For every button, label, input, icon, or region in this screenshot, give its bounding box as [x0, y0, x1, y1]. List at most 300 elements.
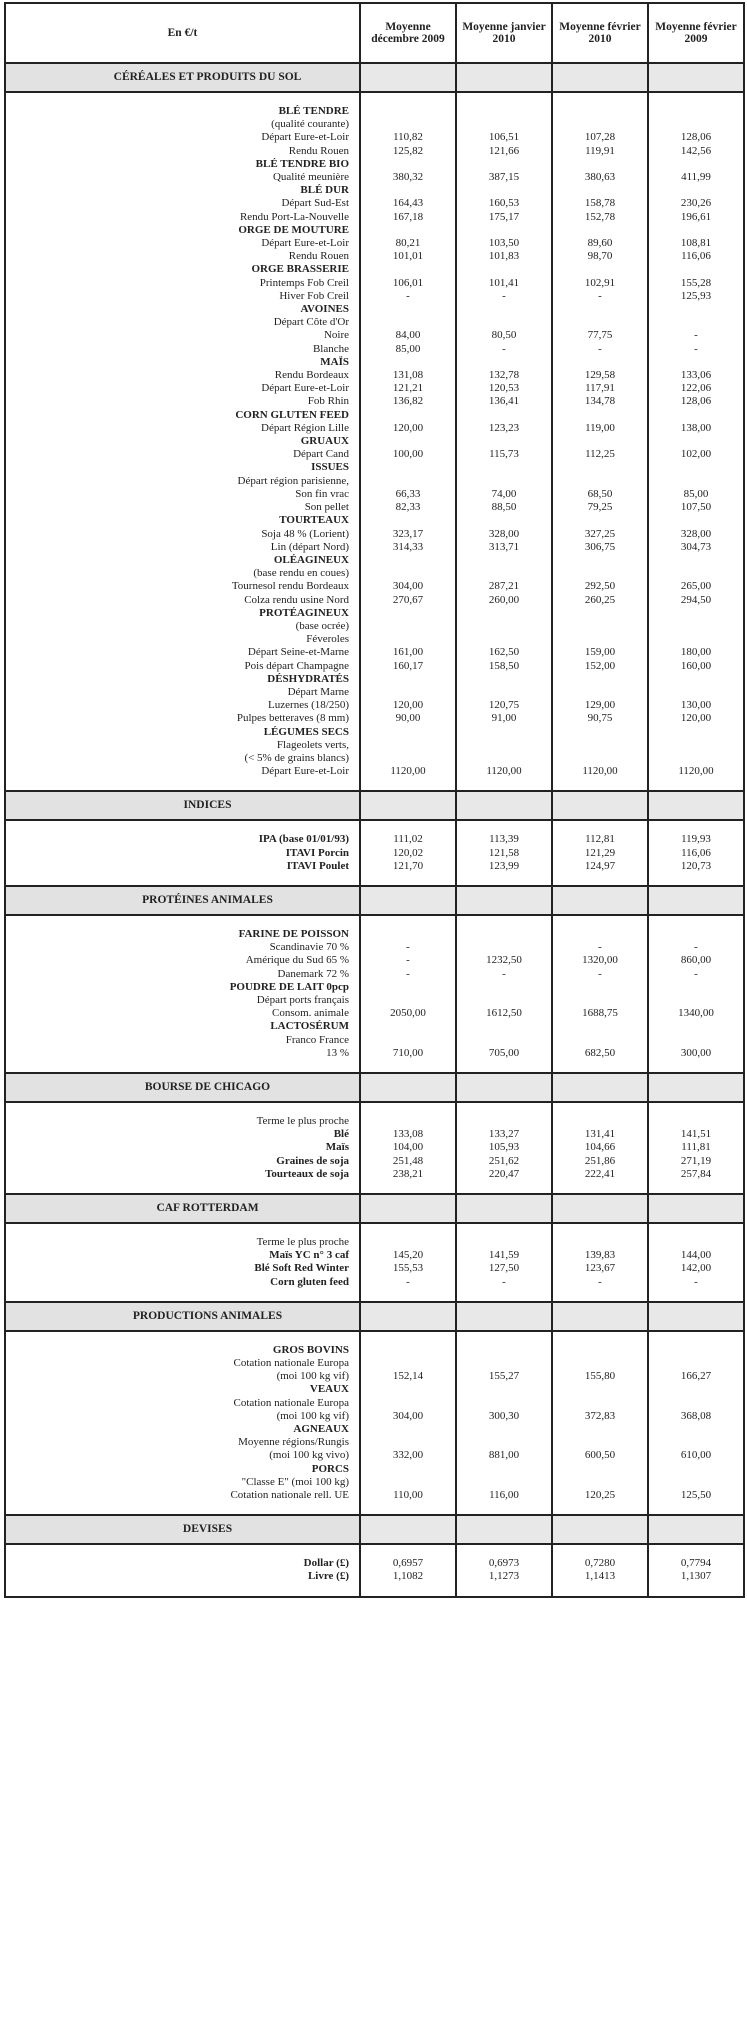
spacer-row — [5, 92, 744, 105]
value-cell: 82,33 — [360, 501, 456, 514]
row-label: Amérique du Sud 65 % — [245, 954, 349, 967]
spacer-cell — [648, 915, 744, 928]
value-cell: 0,6973 — [456, 1557, 552, 1570]
value-cell — [456, 1357, 552, 1370]
value-cell: 129,58 — [552, 369, 648, 382]
value-cell: 115,73 — [456, 448, 552, 461]
table-row — [5, 224, 744, 237]
value-cell: - — [648, 968, 744, 981]
value-cell: 1120,00 — [360, 765, 456, 778]
table-row — [5, 660, 744, 673]
value-cell: 128,06 — [648, 131, 744, 144]
value-cell — [552, 118, 648, 131]
table-row — [5, 475, 744, 488]
value-cell: 105,93 — [456, 1141, 552, 1154]
spacer-cell — [456, 820, 552, 833]
value-cell — [360, 118, 456, 131]
value-cell — [648, 726, 744, 739]
section-blank-cell — [360, 1194, 456, 1223]
value-cell: 152,14 — [360, 1370, 456, 1383]
value-cell — [456, 994, 552, 1007]
value-cell: 152,78 — [552, 211, 648, 224]
section-header — [5, 63, 744, 92]
row-label: 13 % — [326, 1046, 349, 1059]
section-blank-cell — [360, 1073, 456, 1102]
spacer-cell — [360, 92, 456, 105]
value-cell — [552, 739, 648, 752]
value-cell — [360, 1344, 456, 1357]
section-blank-cell — [552, 791, 648, 820]
table-row — [5, 1047, 744, 1060]
value-cell — [456, 184, 552, 197]
value-cell — [552, 409, 648, 422]
row-heading: BLÉ TENDRE BIO — [255, 157, 349, 170]
value-cell — [360, 514, 456, 527]
row-label: Départ Sud-Est — [281, 197, 349, 210]
section-blank-cell — [360, 1302, 456, 1331]
value-cell: 123,67 — [552, 1262, 648, 1275]
row-label: Franco France — [285, 1033, 349, 1046]
value-cell: - — [648, 329, 744, 342]
value-cell — [648, 686, 744, 699]
value-cell — [456, 303, 552, 316]
spacer-cell — [648, 1060, 744, 1073]
value-cell — [648, 1463, 744, 1476]
value-cell — [360, 461, 456, 474]
value-cell: 0,7280 — [552, 1557, 648, 1570]
value-cell — [552, 356, 648, 369]
value-cell — [552, 1357, 648, 1370]
table-row — [5, 1423, 744, 1436]
row-heading: VEAUX — [309, 1383, 349, 1396]
table-row — [5, 1034, 744, 1047]
value-cell: 74,00 — [456, 488, 552, 501]
table-row — [5, 316, 744, 329]
price-table — [4, 2, 745, 1598]
value-cell: 91,00 — [456, 712, 552, 725]
value-cell — [552, 1020, 648, 1033]
value-cell — [360, 686, 456, 699]
value-cell — [648, 263, 744, 276]
value-cell — [552, 158, 648, 171]
table-row — [5, 567, 744, 580]
value-cell: 66,33 — [360, 488, 456, 501]
spacer-cell — [456, 1289, 552, 1302]
table-row — [5, 1020, 744, 1033]
row-label: Pois départ Champagne — [244, 659, 349, 672]
value-cell: 131,08 — [360, 369, 456, 382]
spacer-cell — [5, 873, 360, 886]
value-cell — [360, 158, 456, 171]
value-cell: 600,50 — [552, 1449, 648, 1462]
spacer-cell — [5, 1502, 360, 1515]
value-cell — [648, 633, 744, 646]
section-title: CAF ROTTERDAM — [5, 1194, 360, 1223]
value-cell: 107,28 — [552, 131, 648, 144]
value-cell: 119,93 — [648, 833, 744, 846]
table-row — [5, 145, 744, 158]
spacer-cell — [5, 1289, 360, 1302]
section-title: INDICES — [5, 791, 360, 820]
value-cell: 88,50 — [456, 501, 552, 514]
value-cell — [648, 994, 744, 1007]
section-title: PROTÉINES ANIMALES — [5, 886, 360, 915]
row-heading: BLÉ TENDRE — [278, 105, 349, 117]
row-heading: IPA (base 01/01/93) — [258, 833, 349, 846]
table-row — [5, 277, 744, 290]
value-cell — [552, 1236, 648, 1249]
value-cell — [552, 1476, 648, 1489]
value-cell — [552, 554, 648, 567]
value-cell: 141,51 — [648, 1128, 744, 1141]
value-cell — [456, 1397, 552, 1410]
value-cell: - — [360, 290, 456, 303]
value-cell — [648, 554, 744, 567]
row-heading: GROS BOVINS — [272, 1343, 349, 1356]
row-label: Terme le plus proche — [256, 1236, 349, 1249]
value-cell: 328,00 — [648, 528, 744, 541]
value-cell: 238,21 — [360, 1168, 456, 1181]
value-cell — [456, 1383, 552, 1396]
table-row — [5, 541, 744, 554]
value-cell: 111,02 — [360, 833, 456, 846]
spacer-cell — [360, 1331, 456, 1344]
row-heading: DÉSHYDRATÉS — [267, 672, 349, 685]
value-cell: 314,33 — [360, 541, 456, 554]
row-label: Départ Seine-et-Marne — [247, 646, 349, 659]
value-cell: - — [648, 343, 744, 356]
spacer-cell — [648, 820, 744, 833]
table-row — [5, 994, 744, 1007]
value-cell: 116,06 — [648, 250, 744, 263]
value-cell — [456, 475, 552, 488]
value-cell: 300,30 — [456, 1410, 552, 1423]
row-label: Cotation nationale rell. UE — [230, 1489, 349, 1502]
spacer-cell — [552, 1289, 648, 1302]
value-cell: 180,00 — [648, 646, 744, 659]
value-cell: 160,53 — [456, 197, 552, 210]
value-cell — [648, 435, 744, 448]
value-cell — [552, 184, 648, 197]
value-cell — [648, 356, 744, 369]
spacer-cell — [552, 1181, 648, 1194]
section-title: BOURSE DE CHICAGO — [5, 1073, 360, 1102]
value-cell — [552, 1383, 648, 1396]
table-row — [5, 290, 744, 303]
value-cell — [648, 158, 744, 171]
row-label: Féveroles — [306, 633, 349, 646]
value-cell: 121,70 — [360, 860, 456, 873]
value-cell: 710,00 — [360, 1047, 456, 1060]
value-cell: 120,02 — [360, 847, 456, 860]
spacer-cell — [552, 1502, 648, 1515]
row-label: Départ région parisienne, — [237, 474, 349, 487]
table-row — [5, 263, 744, 276]
value-cell — [360, 1423, 456, 1436]
value-cell: 304,00 — [360, 1410, 456, 1423]
spacer-row — [5, 1223, 744, 1236]
value-cell — [648, 1436, 744, 1449]
section-blank-cell — [456, 1302, 552, 1331]
table-row — [5, 1236, 744, 1249]
spacer-cell — [552, 820, 648, 833]
table-row — [5, 1463, 744, 1476]
value-cell — [456, 105, 552, 118]
row-label: Danemark 72 % — [277, 967, 349, 980]
value-cell — [360, 567, 456, 580]
value-cell — [456, 633, 552, 646]
value-cell — [456, 686, 552, 699]
value-cell: 1688,75 — [552, 1007, 648, 1020]
value-cell: 327,25 — [552, 528, 648, 541]
value-cell — [552, 435, 648, 448]
spacer-row — [5, 1060, 744, 1073]
table-row — [5, 237, 744, 250]
value-cell: - — [456, 1276, 552, 1289]
value-cell — [648, 303, 744, 316]
value-cell: 136,41 — [456, 395, 552, 408]
spacer-cell — [648, 1289, 744, 1302]
spacer-cell — [360, 820, 456, 833]
value-cell — [456, 1423, 552, 1436]
value-cell: 100,00 — [360, 448, 456, 461]
value-cell: 306,75 — [552, 541, 648, 554]
value-cell — [552, 686, 648, 699]
section-blank-cell — [456, 886, 552, 915]
header-unit: En €/t — [5, 3, 360, 63]
spacer-cell — [456, 1544, 552, 1557]
row-heading: Blé — [333, 1128, 349, 1141]
spacer-cell — [456, 1102, 552, 1115]
spacer-cell — [5, 1584, 360, 1597]
row-label: Départ Côte d'Or — [273, 316, 349, 329]
row-label: Luzernes (18/250) — [268, 699, 349, 712]
value-cell: 80,21 — [360, 237, 456, 250]
value-cell — [360, 994, 456, 1007]
value-cell: 304,00 — [360, 580, 456, 593]
row-heading: ORGE BRASSERIE — [251, 263, 349, 276]
value-cell: 121,21 — [360, 382, 456, 395]
value-cell — [456, 263, 552, 276]
value-cell — [360, 607, 456, 620]
table-row — [5, 699, 744, 712]
table-row — [5, 448, 744, 461]
value-cell: 68,50 — [552, 488, 648, 501]
spacer-cell — [5, 1060, 360, 1073]
value-cell: 287,21 — [456, 580, 552, 593]
value-cell: 124,97 — [552, 860, 648, 873]
value-cell — [456, 554, 552, 567]
table-row — [5, 968, 744, 981]
header-row — [5, 3, 744, 63]
value-cell: 77,75 — [552, 329, 648, 342]
value-cell: 112,25 — [552, 448, 648, 461]
value-cell — [360, 1476, 456, 1489]
table-row — [5, 422, 744, 435]
section-blank-cell — [360, 1515, 456, 1544]
value-cell: 162,50 — [456, 646, 552, 659]
value-cell — [360, 739, 456, 752]
value-cell: 159,00 — [552, 646, 648, 659]
value-cell — [552, 224, 648, 237]
table-row — [5, 514, 744, 527]
value-cell: 131,41 — [552, 1128, 648, 1141]
value-cell: 260,00 — [456, 594, 552, 607]
value-cell: - — [552, 290, 648, 303]
value-cell: 113,39 — [456, 833, 552, 846]
spacer-cell — [648, 1502, 744, 1515]
row-label: Soja 48 % (Lorient) — [261, 527, 349, 540]
spacer-cell — [360, 1289, 456, 1302]
row-heading: LACTOSÉRUM — [270, 1020, 349, 1033]
spacer-cell — [552, 1102, 648, 1115]
value-cell: 122,06 — [648, 382, 744, 395]
spacer-cell — [5, 778, 360, 791]
table-row — [5, 1476, 744, 1489]
section-header — [5, 1302, 744, 1331]
value-cell — [648, 1357, 744, 1370]
table-row — [5, 739, 744, 752]
value-cell: - — [360, 968, 456, 981]
value-cell — [360, 752, 456, 765]
spacer-cell — [5, 1223, 360, 1236]
value-cell — [360, 1034, 456, 1047]
value-cell — [648, 475, 744, 488]
value-cell — [456, 739, 552, 752]
row-heading: Dollar (£) — [303, 1557, 349, 1570]
value-cell — [360, 1236, 456, 1249]
value-cell — [456, 1115, 552, 1128]
spacer-cell — [456, 1060, 552, 1073]
value-cell: 119,91 — [552, 145, 648, 158]
value-cell: 1232,50 — [456, 954, 552, 967]
value-cell — [648, 607, 744, 620]
value-cell — [552, 514, 648, 527]
value-cell: 251,86 — [552, 1155, 648, 1168]
spacer-cell — [5, 820, 360, 833]
value-cell: 127,50 — [456, 1262, 552, 1275]
value-cell — [552, 726, 648, 739]
value-cell — [552, 303, 648, 316]
row-label: Rendu Rouen — [288, 144, 349, 157]
row-heading: GRUAUX — [300, 435, 349, 448]
row-label: (base ocrée) — [295, 619, 349, 632]
row-heading: LÉGUMES SECS — [263, 725, 349, 738]
table-row — [5, 686, 744, 699]
value-cell — [648, 224, 744, 237]
value-cell: 158,50 — [456, 660, 552, 673]
value-cell: 130,00 — [648, 699, 744, 712]
spacer-cell — [552, 915, 648, 928]
value-cell — [360, 633, 456, 646]
value-cell: 160,17 — [360, 660, 456, 673]
value-cell: 332,00 — [360, 1449, 456, 1462]
value-cell: - — [648, 941, 744, 954]
row-label: Pulpes betteraves (8 mm) — [236, 712, 349, 725]
value-cell — [648, 673, 744, 686]
value-cell — [360, 1397, 456, 1410]
row-heading: ORGE DE MOUTURE — [238, 223, 349, 236]
value-cell: 85,00 — [360, 343, 456, 356]
value-cell: 387,15 — [456, 171, 552, 184]
table-row — [5, 343, 744, 356]
value-cell: 411,99 — [648, 171, 744, 184]
table-row — [5, 594, 744, 607]
table-row — [5, 847, 744, 860]
value-cell: 133,27 — [456, 1128, 552, 1141]
spacer-row — [5, 915, 744, 928]
section-blank-cell — [552, 886, 648, 915]
value-cell: 145,20 — [360, 1249, 456, 1262]
value-cell — [552, 1115, 648, 1128]
spacer-cell — [360, 915, 456, 928]
value-cell — [552, 105, 648, 118]
table-row — [5, 1383, 744, 1396]
value-cell: 1120,00 — [456, 765, 552, 778]
spacer-cell — [648, 873, 744, 886]
value-cell — [456, 928, 552, 941]
value-cell — [360, 726, 456, 739]
value-cell — [648, 1236, 744, 1249]
spacer-cell — [360, 1584, 456, 1597]
spacer-cell — [456, 1331, 552, 1344]
value-cell — [552, 1344, 648, 1357]
value-cell: 141,59 — [456, 1249, 552, 1262]
value-cell: 107,50 — [648, 501, 744, 514]
table-row — [5, 1436, 744, 1449]
section-title: CÉRÉALES ET PRODUITS DU SOL — [5, 63, 360, 92]
value-cell — [648, 739, 744, 752]
value-cell — [456, 435, 552, 448]
value-cell — [552, 633, 648, 646]
value-cell: 265,00 — [648, 580, 744, 593]
value-cell: 102,91 — [552, 277, 648, 290]
row-heading: TOURTEAUX — [279, 514, 349, 527]
value-cell — [648, 1423, 744, 1436]
value-cell: 166,27 — [648, 1370, 744, 1383]
spacer-cell — [648, 1584, 744, 1597]
row-label: Départ Eure-et-Loir — [261, 131, 349, 144]
value-cell: 380,63 — [552, 171, 648, 184]
table-row — [5, 382, 744, 395]
value-cell: 103,50 — [456, 237, 552, 250]
value-cell: 125,50 — [648, 1489, 744, 1502]
spacer-row — [5, 1502, 744, 1515]
value-cell: 79,25 — [552, 501, 648, 514]
value-cell: 142,00 — [648, 1262, 744, 1275]
value-cell: 304,73 — [648, 541, 744, 554]
row-label: Lin (départ Nord) — [270, 540, 349, 553]
value-cell — [648, 316, 744, 329]
value-cell — [456, 1436, 552, 1449]
value-cell — [552, 607, 648, 620]
row-label: Rendu Rouen — [288, 250, 349, 263]
value-cell: 610,00 — [648, 1449, 744, 1462]
value-cell — [360, 303, 456, 316]
table-row — [5, 954, 744, 967]
row-label: (qualité courante) — [271, 118, 349, 131]
row-label: Départ Région Lille — [261, 421, 349, 434]
spacer-row — [5, 1289, 744, 1302]
table-row — [5, 197, 744, 210]
value-cell — [360, 1357, 456, 1370]
spacer-cell — [648, 778, 744, 791]
value-cell: 167,18 — [360, 211, 456, 224]
row-label: Départ ports français — [256, 993, 349, 1006]
value-cell — [360, 1020, 456, 1033]
row-heading: PORCS — [311, 1462, 349, 1475]
value-cell — [648, 184, 744, 197]
